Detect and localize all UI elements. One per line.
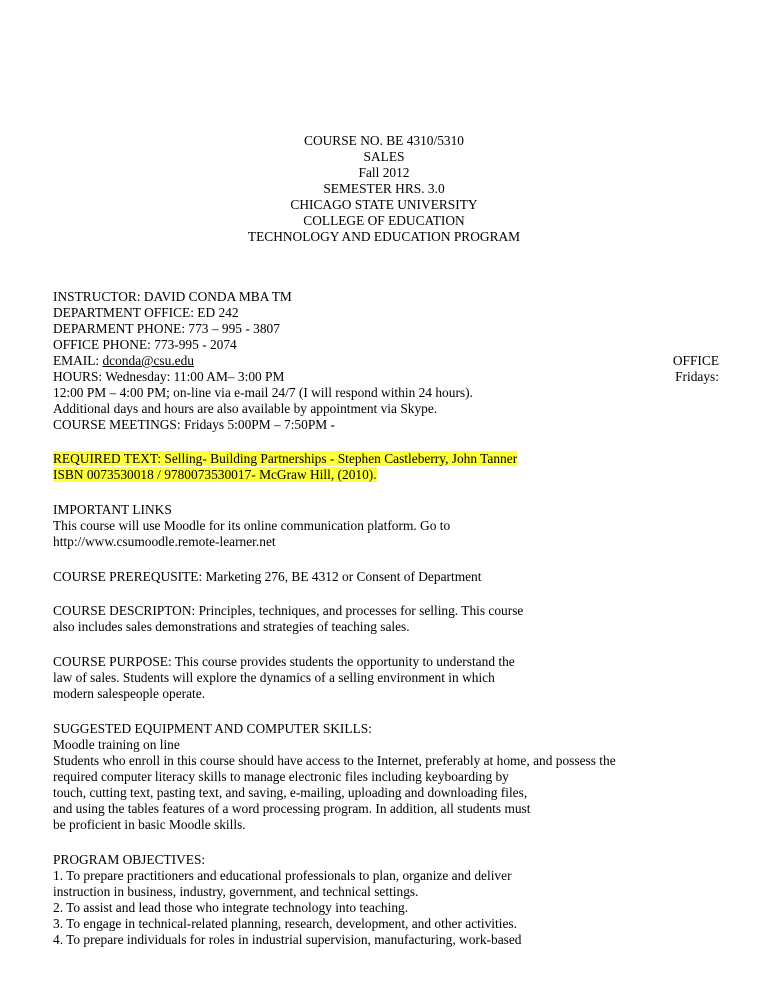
- purpose-line2: law of sales. Students will explore the dynamics of a selling environment in which: [53, 670, 495, 685]
- department-phone-line: DEPARMENT PHONE: 773 – 995 - 3807: [53, 321, 280, 336]
- required-text-highlight-2: ISBN 0073530018 / 9780073530017- McGraw Hill, (2010).: [53, 467, 377, 482]
- email-line: [53, 353, 194, 369]
- program-name: TECHNOLOGY AND EDUCATION PROGRAM: [247, 229, 521, 244]
- course-credit-hours: SEMESTER HRS. 3.0: [323, 181, 445, 196]
- equipment-line6: be proficient in basic Moodle skills.: [53, 817, 246, 832]
- purpose-line1: COURSE PURPOSE: This course provides students the opportunity to understand the: [53, 654, 515, 669]
- email-link[interactable]: dconda@csu.edu: [102, 353, 194, 368]
- equipment-heading: SUGGESTED EQUIPMENT AND COMPUTER SKILLS:: [53, 721, 372, 736]
- college-name: COLLEGE OF EDUCATION: [303, 213, 465, 228]
- office-hours-line: HOURS: Wednesday: 11:00 AM– 3:00 PM: [53, 369, 285, 384]
- equipment-line4: touch, cutting text, pasting text, and saving, e-mailing, uploading and downloading files,: [53, 785, 528, 800]
- objectives-heading: PROGRAM OBJECTIVES:: [53, 852, 206, 867]
- equipment-line5: and using the tables features of a word processing program. In addition, all students must: [53, 801, 531, 816]
- department-office-line: DEPARTMENT OFFICE: ED 242: [53, 305, 239, 320]
- course-title: SALES: [363, 149, 405, 164]
- equipment-line1: Moodle training on line: [53, 737, 180, 752]
- description-line1: COURSE DESCRIPTON: Principles, techniques, and processes for selling. This course: [53, 603, 524, 618]
- email-label: EMAIL:: [53, 353, 103, 368]
- equipment-line3: required computer literacy skills to manage electronic files including keyboarding by: [53, 769, 509, 784]
- fridays-label-right: Fridays:: [675, 369, 719, 384]
- moodle-platform-line: This course will use Moodle for its online communication platform. Go to: [53, 518, 451, 533]
- office-label-right: OFFICE: [672, 353, 719, 368]
- required-text-line1: [53, 451, 517, 467]
- office-phone-line: OFFICE PHONE: 773-995 - 2074: [53, 337, 237, 352]
- objective-2: 2. To assist and lead those who integrate technology into teaching.: [53, 900, 409, 915]
- moodle-url: http://www.csumoodle.remote-learner.net: [53, 534, 276, 549]
- important-links-heading: IMPORTANT LINKS: [53, 502, 172, 517]
- instructor-line: INSTRUCTOR: DAVID CONDA MBA TM: [53, 289, 292, 304]
- objective-1: 1. To prepare practitioners and educational professionals to plan, organize and deliver: [53, 868, 512, 883]
- equipment-line2: Students who enroll in this course should have access to the Internet, preferably at home, and possess the: [53, 753, 616, 768]
- course-term: Fall 2012: [358, 165, 410, 180]
- required-text-highlight-1: REQUIRED TEXT: Selling- Building Partnerships - Stephen Castleberry, John Tanner: [53, 451, 518, 466]
- course-number: COURSE NO. BE 4310/5310: [304, 133, 464, 148]
- objective-4: 4. To prepare individuals for roles in industrial supervision, manufacturing, work-based: [53, 932, 522, 947]
- purpose-line3: modern salespeople operate.: [53, 686, 206, 701]
- objective-3: 3. To engage in technical-related planning, research, development, and other activities.: [53, 916, 517, 931]
- office-hours-continued: 12:00 PM – 4:00 PM; on-line via e-mail 24/7 (I will respond within 24 hours).: [53, 385, 473, 400]
- course-prerequisite: COURSE PREREQUSITE: Marketing 276, BE 4312 or Consent of Department: [53, 569, 482, 584]
- course-meetings-line: COURSE MEETINGS: Fridays 5:00PM – 7:50PM -: [53, 417, 335, 432]
- description-line2: also includes sales demonstrations and strategies of teaching sales.: [53, 619, 410, 634]
- university-name: CHICAGO STATE UNIVERSITY: [290, 197, 478, 212]
- required-text-line2: [53, 467, 377, 483]
- objective-1-continued: instruction in business, industry, government, and technical settings.: [53, 884, 419, 899]
- appointment-line: Additional days and hours are also available by appointment via Skype.: [53, 401, 438, 416]
